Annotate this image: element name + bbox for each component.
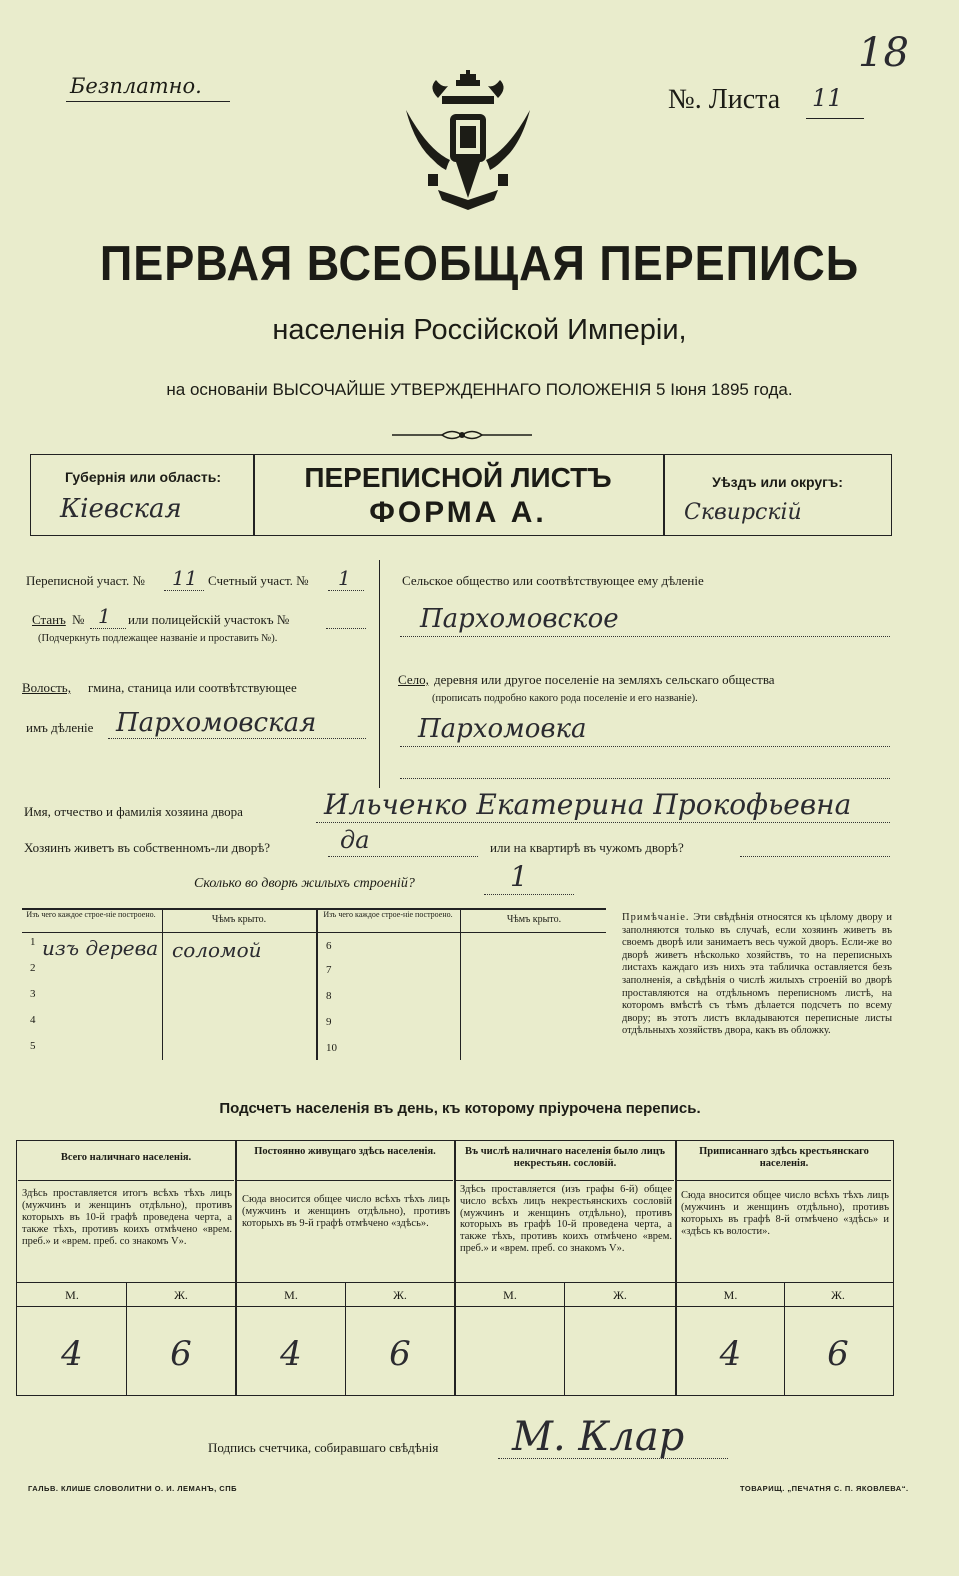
- village-label: Село,: [398, 672, 429, 687]
- pop-col-2-desc: Сюда вносится общее число всѣхъ тѣхъ лицъ (мужчинъ и женщинъ отдѣльно), противъ которыхъ въ 9-й графѣ отмѣчено «здѣсь».: [242, 1194, 450, 1229]
- pop-col-1-title: Всего наличнаго населенія.: [60, 1152, 192, 1163]
- footer-left-imprint: ГАЛЬВ. КЛИШЕ СЛОВОЛИТНИ О. И. ЛЕМАНЪ, СПБ: [28, 1484, 237, 1493]
- pop-col-1-female: 6: [170, 1334, 192, 1374]
- uezd-value: Сквирскій: [684, 500, 802, 525]
- row-number: 8: [326, 990, 332, 1002]
- pop-col-4-desc: Сюда вносится общее число всѣхъ тѣхъ лицъ (мужчинъ и женщинъ отдѣльно), противъ которыхъ въ графѣ 8-й отмѣчено «здѣсь» и «здѣсь къ волости».: [681, 1190, 889, 1237]
- row-number: 9: [326, 1016, 332, 1028]
- row-roof: соломой: [172, 938, 262, 962]
- census-district-label: Переписной участ. №: [26, 573, 145, 588]
- female-label: Ж.: [831, 1288, 845, 1302]
- gubernia-label: Губернія или область:: [64, 469, 222, 485]
- pop-col-2-female: 6: [389, 1334, 411, 1374]
- pop-col-3-desc: Здѣсь проставляется (изъ графы 6-й) общее число всѣхъ лицъ некрестьянскихъ сословій (мужчинъ и женщинъ отдѣльно), противъ которыхъ въ графѣ 10-й проведена черта, а также тѣхъ, противъ коихъ отмѣчено «врем. преб.» и «врем. преб. со знакомъ V».: [460, 1184, 672, 1254]
- sheet-number-label: №. Листа: [668, 84, 781, 115]
- stan-note: (Подчеркнуть подлежащее названіе и проставить №).: [38, 633, 278, 644]
- row-number: 4: [30, 1014, 36, 1026]
- signature-value: М. Клар: [512, 1414, 685, 1460]
- own-yard-value: да: [340, 826, 370, 854]
- volost-label-rest: гмина, станица или соотвѣтствующее: [88, 680, 297, 695]
- row-material: изъ дерева: [42, 936, 159, 960]
- subtitle: населенія Россійской Имперіи,: [272, 314, 687, 346]
- female-label: Ж.: [613, 1288, 627, 1302]
- own-yard-label: Хозяинъ живетъ въ собственномъ-ли дворѣ?: [24, 840, 271, 855]
- village-label-rest: деревня или другое поселеніе на земляхъ сельскаго общества: [434, 672, 775, 687]
- village-note: (прописать подробно какого рода поселеніе и его названіе).: [432, 693, 698, 704]
- pop-col-2-title: Постоянно живущаго здѣсь населенія.: [254, 1146, 436, 1157]
- counting-district-label: Счетный участ. №: [208, 573, 309, 588]
- row-number: 7: [326, 964, 332, 976]
- volost-value: Пархомовская: [116, 708, 317, 738]
- row-number: 5: [30, 1040, 36, 1052]
- double-headed-eagle-emblem-icon: [398, 70, 538, 220]
- male-label: М.: [284, 1288, 298, 1302]
- stan-label: Станъ: [32, 612, 66, 627]
- female-label: Ж.: [393, 1288, 407, 1302]
- stan-value: 1: [98, 604, 111, 628]
- uezd-label: Уѣздъ или округъ:: [712, 474, 843, 490]
- form-title: ПЕРЕПИСНОЙ ЛИСТЪ: [304, 462, 612, 493]
- roof-col-header-2: Чѣмъ крыто.: [506, 914, 562, 925]
- main-title: ПЕРВАЯ ВСЕОБЩАЯ ПЕРЕПИСЬ: [99, 237, 860, 291]
- legal-basis-line: на основаніи ВЫСОЧАЙШЕ УТВЕРЖДЕННАГО ПОЛОЖЕНІЯ 5 Іюня 1895 года.: [166, 380, 793, 399]
- pop-col-4-title: Приписаннаго здѣсь крестьянскаго населенія.: [699, 1146, 869, 1169]
- pop-col-3-title: Въ числѣ наличнаго населенія было лицъ некрестьян. сословій.: [464, 1146, 666, 1169]
- signature-label: Подпись счетчика, собиравшаго свѣдѣнія: [208, 1440, 439, 1455]
- police-district-label: или полицейскій участокъ №: [128, 612, 290, 627]
- pop-col-1-male: 4: [61, 1334, 83, 1374]
- note-block: [622, 912, 892, 1038]
- roof-col-header: Чѣмъ крыто.: [211, 914, 267, 925]
- counting-district-value: 1: [338, 566, 351, 590]
- society-label: Сельское общество или соотвѣтствующее ему дѣленіе: [402, 573, 704, 588]
- society-value: Пархомовское: [420, 604, 619, 634]
- material-col-header-2: Изъ чего каждое строе-ніе построено.: [323, 910, 453, 919]
- male-label: М.: [723, 1288, 738, 1302]
- volost-label: Волость,: [22, 680, 71, 695]
- row-number: 10: [326, 1042, 337, 1054]
- census-district-value: 11: [172, 566, 198, 590]
- buildings-table: [22, 908, 606, 1060]
- buildings-count-label: Сколько во дворѣ жилыхъ строеній?: [194, 876, 415, 891]
- pop-col-4-male: 4: [719, 1334, 742, 1374]
- owner-name-value: Ильченко Екатерина Прокофьевна: [324, 788, 852, 821]
- male-label: М.: [503, 1288, 517, 1302]
- gubernia-value: Кіевская: [60, 494, 182, 524]
- sheet-number-value: 11: [812, 84, 843, 112]
- row-number: 2: [30, 962, 36, 974]
- corner-number: 18: [858, 30, 909, 76]
- pop-col-1-desc: Здѣсь проставляется итогъ всѣхъ тѣхъ лицъ (мужчинъ и женщинъ отдѣльно), противъ которыхъ въ 10-й графѣ проведена черта, а также тѣхъ, противъ коихъ отмѣчено «врем. преб.» и «врем. преб. со знакомъ V».: [22, 1188, 232, 1247]
- footer-right-imprint: ТОВАРИЩ. „ПЕЧАТНЯ С. П. ЯКОВЛЕВА“.: [740, 1484, 909, 1493]
- free-underline: [66, 101, 230, 102]
- male-label: М.: [65, 1288, 79, 1302]
- stan-number-label: №: [72, 612, 85, 627]
- material-col-header: Изъ чего каждое строе-ніе построено.: [26, 910, 156, 919]
- pop-col-2-male: 4: [280, 1334, 302, 1374]
- pop-col-4-female: 6: [827, 1334, 849, 1374]
- rented-yard-label: или на квартирѣ въ чужомъ дворѣ?: [490, 840, 684, 855]
- sheet-number-underline: [806, 118, 864, 119]
- row-number: 3: [30, 988, 36, 1000]
- village-value: Пархомовка: [418, 714, 587, 744]
- population-heading: Подсчетъ населенія въ день, къ которому пріурочена перепись.: [219, 1100, 701, 1117]
- row-number: 6: [326, 940, 332, 952]
- female-label: Ж.: [174, 1288, 188, 1302]
- volost-label-end: имъ дѣленіе: [26, 720, 94, 735]
- owner-name-label: Имя, отчество и фамилія хозяина двора: [24, 804, 243, 819]
- row-number: 1: [30, 936, 36, 948]
- note-title: Примѣчаніе.: [622, 912, 690, 923]
- ornament-divider-icon: [392, 428, 532, 442]
- buildings-count-value: 1: [510, 860, 528, 893]
- form-letter: ФОРМА А.: [369, 496, 547, 529]
- note-text: Эти свѣдѣнія относятся къ цѣлому двору и заполняются только въ случаѣ, если хозяинъ живетъ въ своемъ дворѣ или занимаетъ весь чужой дворъ. Если-же во дворѣ живетъ нѣсколько хозяйствъ, то на переписныхъ листахъ каждаго изъ нихъ эта табличка оставляется безъ заполненія, а свѣдѣнія о числѣ жилыхъ строеній во дворѣ проставляются на отдѣльномъ переписномъ листѣ, на которомъ вмѣстѣ съ тѣмъ дѣлается подсчетъ по всему двору; въ этотъ листъ вкладываются переписные листы отдѣльныхъ хозяйствъ двора, какъ въ обложку.: [622, 912, 893, 1037]
- free-label: Безплатно.: [70, 74, 202, 98]
